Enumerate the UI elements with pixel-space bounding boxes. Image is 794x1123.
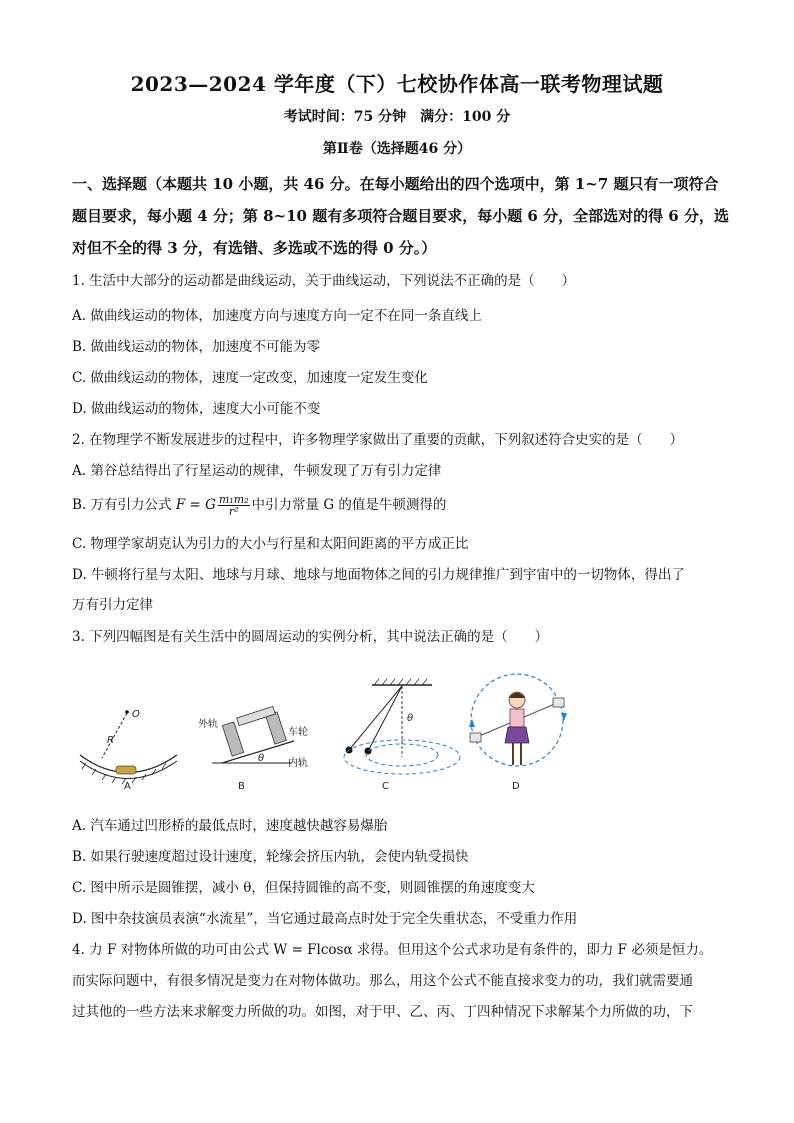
label-o: O xyxy=(132,709,140,720)
figure-a-concave-bridge xyxy=(80,709,177,792)
gravitation-formula-fraction xyxy=(218,494,250,517)
question-2-option-c: C. 物理学家胡克认为引力的大小与行星和太阳间距离的平方成正比 xyxy=(72,536,469,552)
car-icon xyxy=(116,766,136,774)
center-point-o xyxy=(125,710,129,714)
option-b-suffix: 中引力常量 G 的值是牛顿测得的 xyxy=(251,497,447,513)
question-3-option-b: B. 如果行驶速度超过设计速度，轮缘会挤压内轨，会使内轨受损快 xyxy=(72,849,469,865)
question-1-option-a: A. 做曲线运动的物体，加速度方向与速度方向一定不在同一条直线上 xyxy=(72,308,482,324)
figure-c-conical-pendulum xyxy=(344,679,460,792)
figure-b-banked-track xyxy=(198,706,308,792)
question-2-option-d-line1: D. 牛顿将行星与太阳、地球与月球、地球与地面物体之间的引力规律推广到宇宙中的一切物体，得出了 xyxy=(72,567,685,583)
question-4-line1: 4. 力 F 对物体所做的功可由公式 W = Flcosα 求得。但用这个公式求功是有条件的，即力 F 必须是恒力。 xyxy=(72,942,713,958)
arrow-up-icon xyxy=(469,719,475,727)
option-b-prefix: B. 万有引力公式 xyxy=(72,497,172,513)
question-3-option-a: A. 汽车通过凹形桥的最低点时，速度越快越容易爆胎 xyxy=(72,818,388,834)
question-1-option-b: B. 做曲线运动的物体，加速度不可能为零 xyxy=(72,339,321,355)
figure-c-label: C xyxy=(382,781,389,792)
pendulum-string-1 xyxy=(349,686,402,750)
cup-right xyxy=(553,698,564,707)
figure-b-label: B xyxy=(238,781,245,792)
outer-wheel xyxy=(222,722,243,756)
figure-d-label: D xyxy=(512,781,520,792)
question-4-line2: 而实际问题中，有很多情况是变力在对物体做功。那么，用这个公式不能直接求变力的功，我们就需要通 xyxy=(72,973,693,989)
question-2-stem: 2. 在物理学不断发展进步的过程中，许多物理学家做出了重要的贡献，下列叙述符合史实的是（ ） xyxy=(72,432,684,448)
ceiling-hatching xyxy=(374,679,427,685)
label-inner-rail: 内轨 xyxy=(288,758,308,769)
performer-hair xyxy=(509,693,525,699)
label-theta-c: θ xyxy=(407,713,414,724)
question-4-line3: 过其他的一些方法来求解变力所做的功。如图，对于甲、乙、丙、丁四种情况下求解某个力所做的功，下 xyxy=(72,1004,693,1020)
question-3-option-d: D. 图中杂技演员表演“水流星”，当它通过最高点时处于完全失重状态，不受重力作用 xyxy=(72,911,578,927)
cup-left xyxy=(470,733,481,742)
question-2-option-b xyxy=(72,494,732,517)
pendulum-string-2 xyxy=(368,686,402,751)
question-2-option-d-line2: 万有引力定律 xyxy=(72,597,153,613)
exam-time-score: 考试时间：75 分钟 满分：100 分 xyxy=(283,109,511,125)
question-3-option-c: C. 图中所示是圆锥摆，减小 θ，但保持圆锥的高不变，则圆锥摆的角速度变大 xyxy=(72,880,535,896)
label-wheel: 车轮 xyxy=(288,727,308,738)
question-1-option-d: D. 做曲线运动的物体，速度大小可能不变 xyxy=(72,401,321,417)
question-1-option-c: C. 做曲线运动的物体，速度一定改变，加速度一定发生变化 xyxy=(72,370,428,386)
pendulum-bob-2 xyxy=(365,748,372,755)
radius-line xyxy=(102,713,127,758)
inner-wheel xyxy=(266,712,287,744)
fraction-numerator: m₁m₂ xyxy=(218,493,249,506)
figure-a-label: A xyxy=(124,781,131,792)
label-r: R xyxy=(107,735,114,746)
question-1-stem: 1. 生活中大部分的运动都是曲线运动，关于曲线运动，下列说法不正确的是（ ） xyxy=(72,273,576,289)
section-instructions: 一、选择题（本题共 10 小题，共 46 分。在每小题给出的四个选项中，第 1~7 题只有一项符合题目要求，每小题 4 分；第 8~10 题有多项符合题目要求，每小题 6 分，全部选对的得 6 分，选对但不全的得 3 分，有选错、多选或不选的得 0 分。） xyxy=(72,175,729,257)
label-theta-b: θ xyxy=(258,753,265,764)
volume-heading: 第Ⅱ卷（选择题46 分） xyxy=(322,141,472,157)
question-3-stem: 3. 下列四幅图是有关生活中的圆周运动的实例分析，其中说法正确的是（ ） xyxy=(72,629,549,645)
circular-motion-figures xyxy=(72,665,672,805)
label-outer-rail: 外轨 xyxy=(198,719,218,730)
figure-d-water-meteor xyxy=(469,674,567,792)
arrow-down-icon xyxy=(561,713,567,721)
performer-shirt xyxy=(510,709,524,727)
gravitation-formula-lhs: F = G xyxy=(175,497,216,513)
exam-title: 2023—2024 学年度（下）七校协作体高一联考物理试题 xyxy=(130,72,664,96)
fraction-denominator: r² xyxy=(228,505,239,518)
question-2-option-a: A. 第谷总结得出了行星运动的规律，牛顿发现了万有引力定律 xyxy=(72,463,442,479)
performer-skirt xyxy=(505,727,529,743)
